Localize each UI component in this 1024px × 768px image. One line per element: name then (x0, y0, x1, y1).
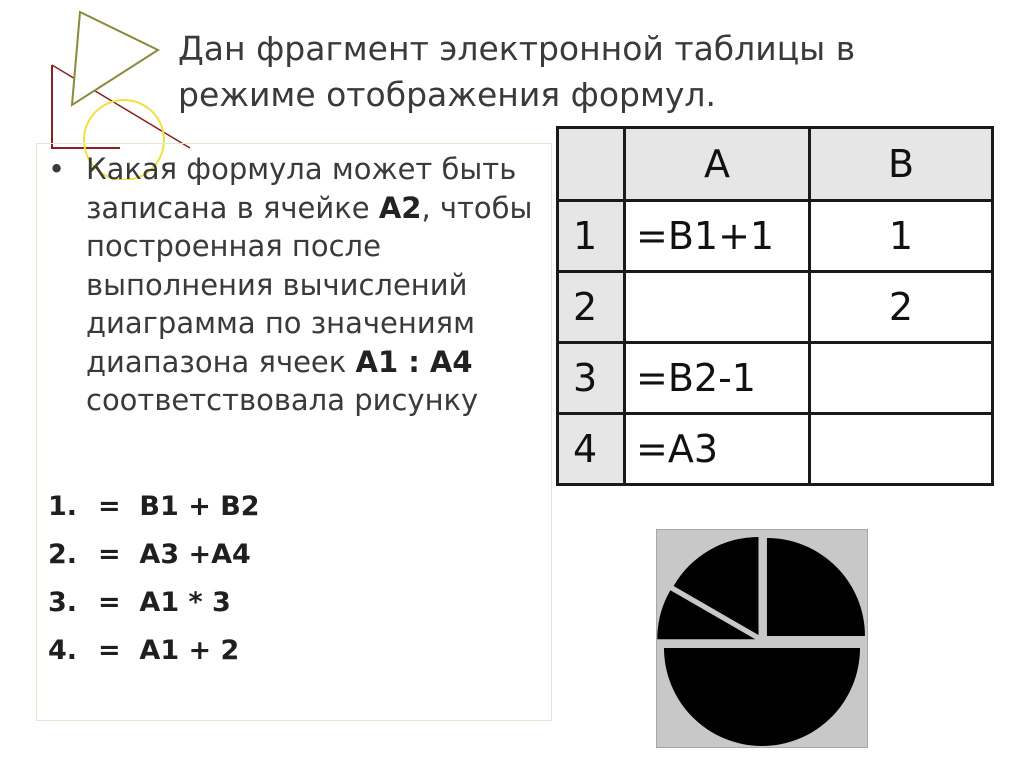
cell-b2: 2 (810, 272, 993, 343)
answer-option[interactable] (48, 486, 260, 534)
question-text (48, 150, 538, 420)
option-formula: = А1 + 2 (98, 635, 240, 666)
option-number: 3. (48, 587, 78, 618)
spreadsheet-row (558, 414, 993, 485)
bullet-icon: • (48, 152, 66, 186)
slide-title: Дан фрагмент электронной таблицы в режиме отображения формул. (178, 29, 856, 114)
cell-b3 (810, 343, 993, 414)
row-header: 4 (558, 414, 625, 485)
answer-option[interactable] (48, 630, 260, 678)
answer-option[interactable] (48, 534, 260, 582)
spreadsheet-header-row (558, 128, 993, 201)
column-header-a: A (625, 128, 810, 201)
cell-a4: =A3 (625, 414, 810, 485)
option-formula: = В1 + В2 (98, 491, 260, 522)
option-number: 2. (48, 539, 78, 570)
spreadsheet-row (558, 343, 993, 414)
option-formula: = А3 +А4 (98, 539, 251, 570)
cell-b4 (810, 414, 993, 485)
question-part-2: , чтобы построенная после выполнения вычислений диаграмма по значениям диапазона ячеек (86, 190, 533, 379)
corner-cell (558, 128, 625, 201)
spreadsheet-table (556, 126, 994, 486)
pie-chart (656, 529, 868, 748)
spreadsheet-row (558, 272, 993, 343)
cell-a1: =B1+1 (625, 201, 810, 272)
option-number: 4. (48, 635, 78, 666)
answer-options (48, 486, 260, 678)
option-number: 1. (48, 491, 78, 522)
row-header: 2 (558, 272, 625, 343)
answer-option[interactable] (48, 582, 260, 630)
question-cell: А2 (378, 190, 422, 225)
cell-b1: 1 (810, 201, 993, 272)
cell-a2 (625, 272, 810, 343)
option-formula: = А1 * 3 (98, 587, 231, 618)
question-range: А1 : А4 (355, 344, 473, 379)
cell-a3: =B2-1 (625, 343, 810, 414)
row-header: 1 (558, 201, 625, 272)
row-header: 3 (558, 343, 625, 414)
column-header-b: B (810, 128, 993, 201)
question-part-1: Какая формула может быть записана в ячейке (86, 152, 517, 225)
spreadsheet-row (558, 201, 993, 272)
question-part-3: соответствовала рисунку (86, 383, 479, 417)
